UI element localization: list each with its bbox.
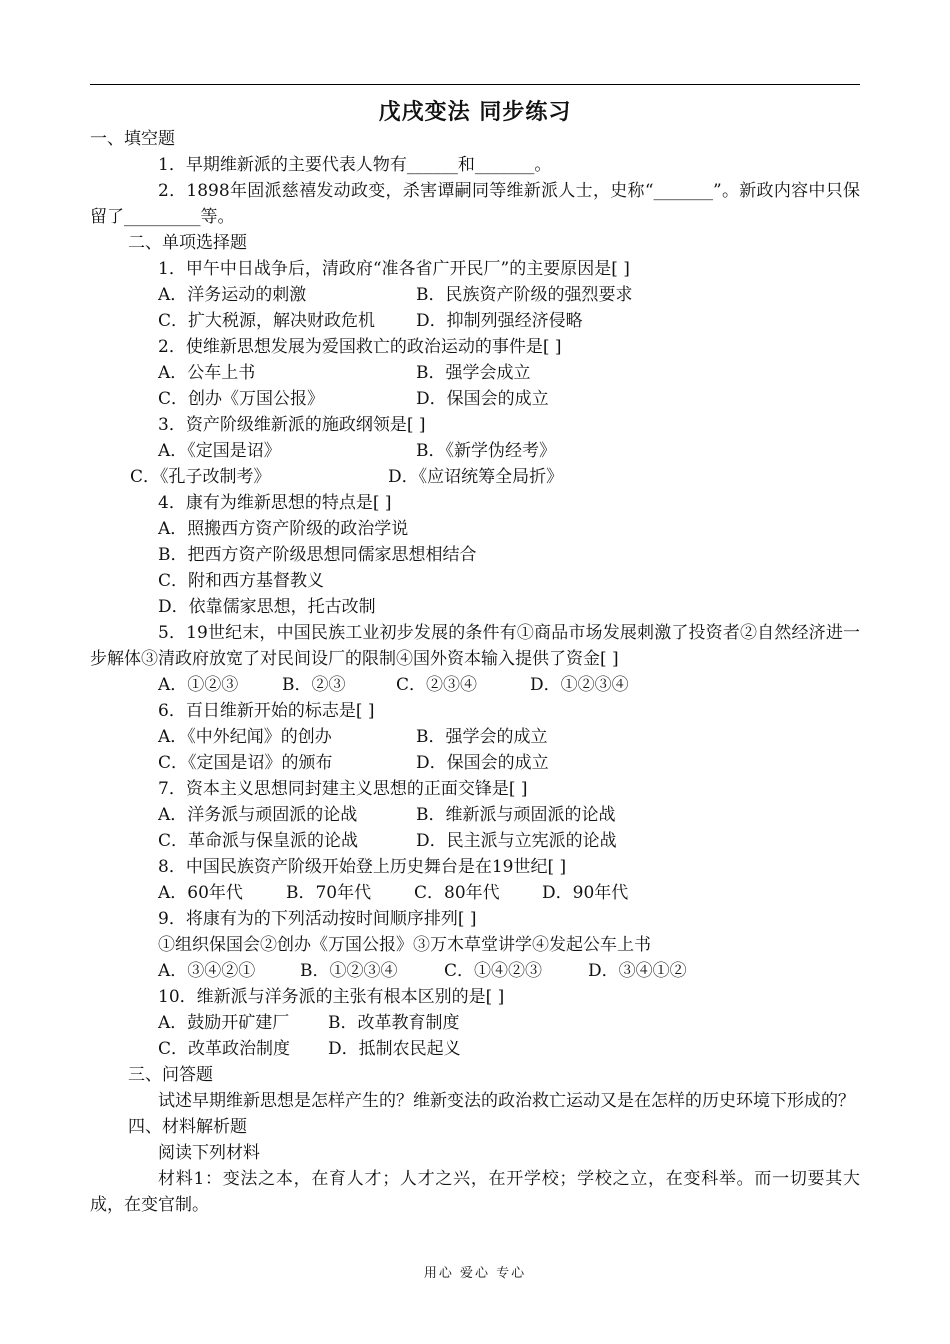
option-c: C．创办《万国公报》: [158, 389, 325, 409]
mc-options-row: [90, 386, 860, 412]
option-d: D．抵制农民起义: [328, 1039, 461, 1059]
option-d: D．90年代: [542, 883, 629, 903]
mc-options-row: [90, 308, 860, 334]
section-heading: 三、问答题: [128, 1065, 213, 1085]
option-b: B．强学会成立: [416, 363, 531, 383]
option-b: B．②③: [282, 675, 346, 695]
mc-question-9: 9．将康有为的下列活动按时间顺序排列[ ]: [158, 909, 477, 929]
mc-options-row: [90, 750, 860, 776]
option-c: C．改革政治制度: [158, 1039, 291, 1059]
option-d: D．民主派与立宪派的论战: [416, 831, 617, 851]
mc-options-row: [90, 724, 860, 750]
option-d: D．①②③④: [530, 675, 629, 695]
page-footer: 用心 爱心 专心: [423, 1266, 527, 1281]
header-rule: [90, 84, 860, 85]
fill-question-1: 1．早期维新派的主要代表人物有______和_______。: [158, 155, 552, 175]
mc-question-3: 3．资产阶级维新派的施政纲领是[ ]: [158, 415, 426, 435]
mc-question-6: 6．百日维新开始的标志是[ ]: [158, 701, 375, 721]
option-d: D．《应诏统筹全局折》: [388, 467, 564, 487]
option-c: C．80年代: [414, 883, 500, 903]
mc-options-row: [90, 360, 860, 386]
fill-question-2: 2．1898年固派慈禧发动政变，杀害谭嗣同等维新派人士，史称“_______”。新政内容中只保留了_________等。: [90, 181, 860, 227]
option-b: B．民族资产阶级的强烈要求: [416, 285, 633, 305]
option-d: D．保国会的成立: [416, 389, 549, 409]
worksheet-body: [90, 126, 860, 1218]
option-b: B．70年代: [286, 883, 372, 903]
mc-options-row: [90, 438, 860, 464]
mc-question-9-items: ①组织保国会②创办《万国公报》③万木草堂讲学④发起公车上书: [158, 935, 651, 955]
option-a: A．照搬西方资产阶级的政治学说: [158, 519, 409, 539]
essay-question: 试述早期维新思想是怎样产生的？维新变法的政治救亡运动又是在怎样的历史环境下形成的？: [158, 1091, 855, 1111]
mc-question-5: 5．19世纪末，中国民族工业初步发展的条件有①商品市场发展刺激了投资者②自然经济进一步解体③清政府放宽了对民间设厂的限制④国外资本输入提供了资金[ ]: [90, 623, 860, 669]
mc-options-row: [90, 958, 860, 984]
mc-options-row: [90, 464, 860, 490]
option-d: D．抑制列强经济侵略: [416, 311, 583, 331]
mc-question-8: 8．中国民族资产阶级开始登上历史舞台是在19世纪[ ]: [158, 857, 567, 877]
option-b: B．《新学伪经考》: [416, 441, 556, 461]
option-a: A．洋务派与顽固派的论战: [158, 805, 358, 825]
mc-question-2: 2．使维新思想发展为爱国救亡的政治运动的事件是[ ]: [158, 337, 562, 357]
mc-options-row: [90, 282, 860, 308]
mc-options-row: [90, 802, 860, 828]
section-heading: 二、单项选择题: [128, 233, 247, 253]
option-b: B．强学会的成立: [416, 727, 548, 747]
mc-question-10: 10．维新派与洋务派的主张有根本区别的是[ ]: [158, 987, 505, 1007]
mc-question-7: 7．资本主义思想同封建主义思想的正面交锋是[ ]: [158, 779, 528, 799]
option-d: D．③④①②: [588, 961, 687, 981]
mc-options-row: [90, 1036, 860, 1062]
mc-options-row: [90, 672, 860, 698]
option-c: C．扩大税源，解决财政危机: [158, 311, 376, 331]
option-b: B．改革教育制度: [328, 1013, 460, 1033]
material-1: 材料1：变法之本，在育人才；人才之兴，在开学校；学校之立，在变科举。而一切要其大成，在变官制。: [90, 1169, 860, 1215]
mc-options-row: [90, 880, 860, 906]
option-d: D．保国会的成立: [416, 753, 549, 773]
option-c: C．《定国是诏》的颁布: [158, 753, 333, 773]
section-heading: 四、材料解析题: [128, 1117, 247, 1137]
option-b: B．维新派与顽固派的论战: [416, 805, 616, 825]
option-a: A．③④②①: [158, 961, 256, 981]
option-a: A．洋务运动的刺激: [158, 285, 307, 305]
option-c: C．《孔子改制考》: [130, 467, 271, 487]
option-b: B．①②③④: [300, 961, 398, 981]
mc-options-row: [90, 828, 860, 854]
option-a: A．公车上书: [158, 363, 256, 383]
option-c: C．②③④: [396, 675, 478, 695]
option-a: A．鼓励开矿建厂: [158, 1013, 290, 1033]
option-a: A．①②③: [158, 675, 239, 695]
option-c: C．①④②③: [444, 961, 543, 981]
page-title: 戊戌变法 同步练习: [378, 100, 572, 125]
option-c: C．附和西方基督教义: [158, 571, 325, 591]
option-c: C．革命派与保皇派的论战: [158, 831, 359, 851]
option-b: B．把西方资产阶级思想同儒家思想相结合: [158, 545, 477, 565]
option-a: A．《定国是诏》: [158, 441, 281, 461]
section-heading: 一、填空题: [90, 129, 175, 149]
mc-question-1: 1．甲午中日战争后，清政府“准各省广开民厂”的主要原因是[ ]: [158, 259, 630, 279]
option-a: A．《中外纪闻》的创办: [158, 727, 332, 747]
option-d: D．依靠儒家思想，托古改制: [158, 597, 376, 617]
material-intro: 阅读下列材料: [158, 1143, 260, 1163]
mc-question-4: 4．康有为维新思想的特点是[ ]: [158, 493, 392, 513]
option-a: A．60年代: [158, 883, 243, 903]
mc-options-row: [90, 1010, 860, 1036]
